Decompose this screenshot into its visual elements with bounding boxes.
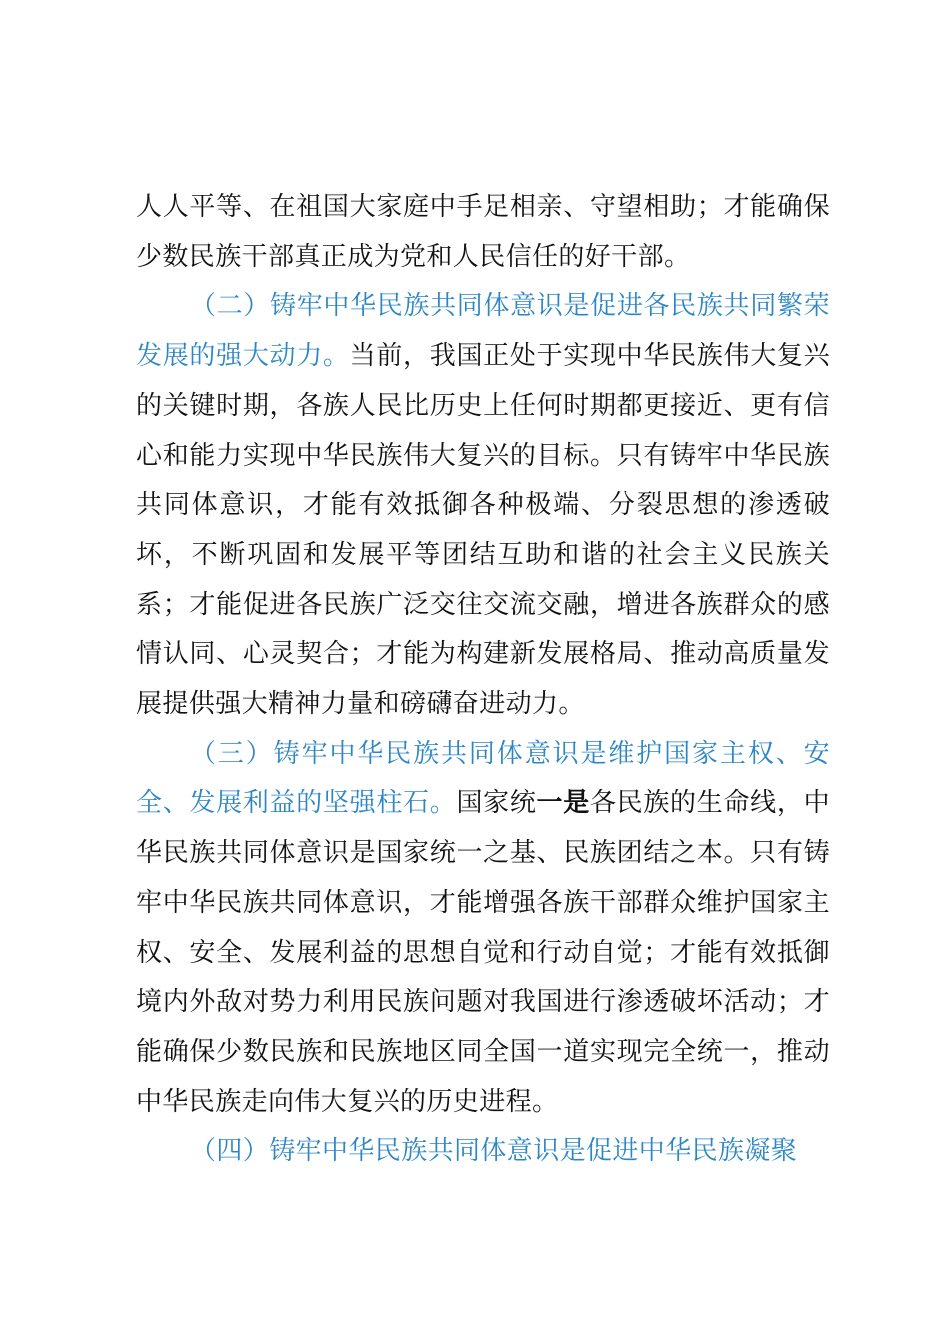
bold-text: 一是	[536, 788, 590, 819]
section-heading-2: （二）铸牢中华民族共同体意识是促进各民族共同繁荣发展的强大动力。	[136, 291, 830, 372]
document-page	[136, 183, 830, 1177]
paragraph-body-rest: 各民族的生命线，中华民族共同体意识是国家统一之基、民族团结之本。只有铸牢中华民族共同体意识，才能增强各族干部群众维护国家主权、安全、发展利益的思想自觉和行动自觉；才能有效抵御境内外敌对势力利用民族问题对我国进行渗透破坏活动；才能确保少数民族和民族地区同全国一道实现完全统一，推动中华民族走向伟大复兴的历史进程。	[136, 788, 830, 1117]
paragraph-section-2	[136, 282, 830, 729]
paragraph-body: 人人平等、在祖国大家庭中手足相亲、守望相助；才能确保少数民族干部真正成为党和人民信任的好干部。	[136, 192, 830, 272]
paragraph-section-4	[136, 1127, 830, 1177]
section-heading-3: （三）铸牢中华民族共同体意识是维护国家主权、安全、发展利益的坚强柱石。	[136, 738, 830, 819]
paragraph-body-start: 国家统	[456, 788, 537, 819]
paragraph-continuation	[136, 183, 830, 282]
paragraph-body: 当前，我国正处于实现中华民族伟大复兴的关键时期，各族人民比历史上任何时期都更接近、更有信心和能力实现中华民族伟大复兴的目标。只有铸牢中华民族共同体意识，才能有效抵御各种极端、分裂思想的渗透破坏，不断巩固和发展平等团结互助和谐的社会主义民族关系；才能促进各民族广泛交往交流交融，增进各族群众的感情认同、心灵契合；才能为构建新发展格局、推动高质量发展提供强大精神力量和磅礴奋进动力。	[136, 341, 831, 720]
paragraph-section-3	[136, 730, 830, 1128]
section-heading-4: （四）铸牢中华民族共同体意识是促进中华民族凝聚	[190, 1136, 798, 1167]
